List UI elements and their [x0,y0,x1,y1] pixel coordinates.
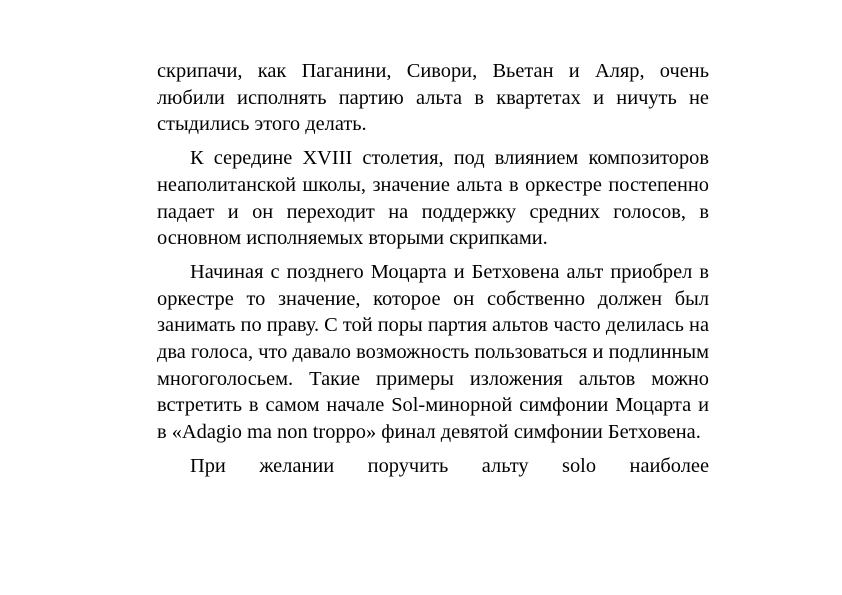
paragraph-continuation: скрипачи, как Паганини, Сивори, Вьетан и Аляр, очень любили исполнять партию альта в квартетах и ничуть не стыдились этого делать. [157,60,709,136]
document-body [157,58,709,487]
paragraph-viola-solo: При желании поручить альту solo наиболее [190,454,709,477]
paragraph-xviii-century: К середине XVIII столетия, под влиянием композиторов неаполитанской школы, значение альта в оркестре постепенно падает и он переходит на поддержку средних голосов, в основном исполняемых вторыми скрипками. [157,147,709,250]
paragraph-mozart-beethoven: Начиная с позднего Моцарта и Бетховена альт приобрел в оркестре то значение, которое он собственно должен был занимать по праву. С той поры партия альтов часто делилась на два голоса, что давало возможность пользоваться и подлинным многоголосьем. Такие примеры изложения альтов можно встретить в самом начале Sol-минорной симфонии Моцарта и в «Adagio ma non troppo» финал девятой симфонии Бетховена. [157,260,709,444]
